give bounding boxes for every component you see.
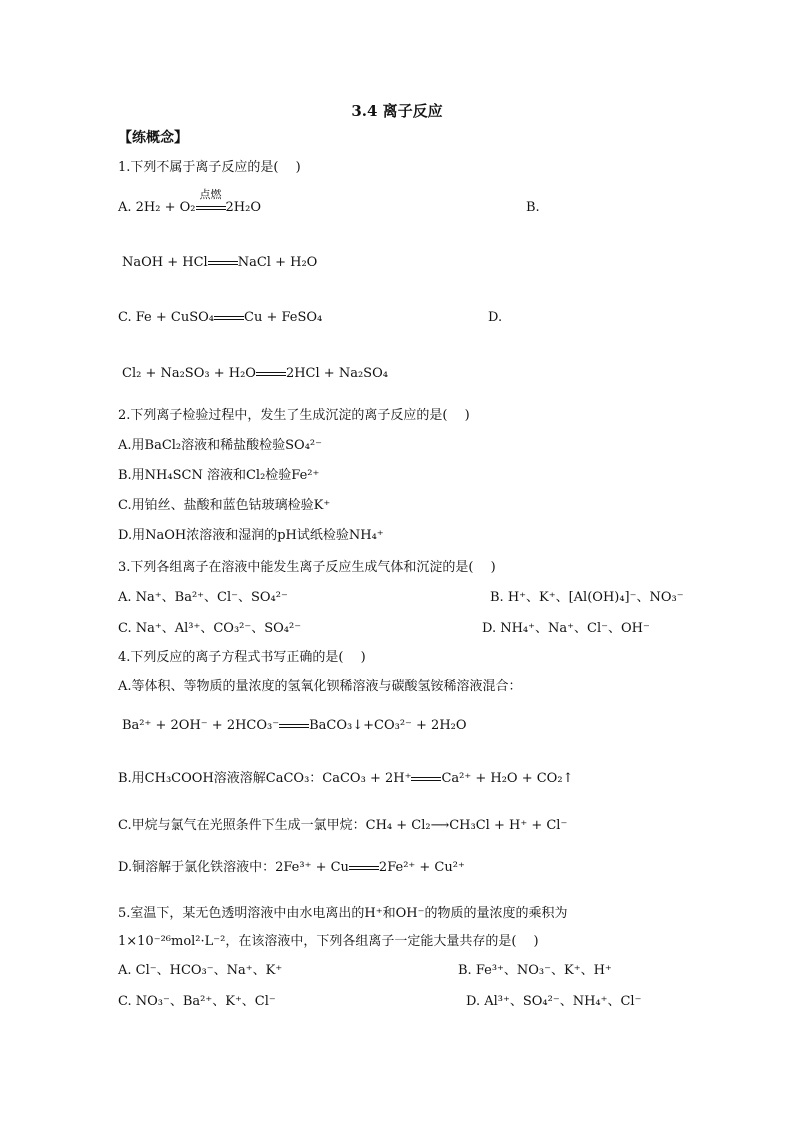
equals-sign-icon <box>279 724 309 728</box>
q2-option-a[interactable]: A.用BaCl₂溶液和稀盐酸检验SO₄²⁻ <box>118 438 322 453</box>
q1-c-label: C. <box>118 310 136 325</box>
q1-a-condition: 点燃 <box>199 188 222 201</box>
q2-stem: 2.下列离子检验过程中，发生了生成沉淀的离子反应的是( ) <box>118 408 470 423</box>
equals-sign-icon <box>256 372 286 376</box>
q3-option-d[interactable]: D. NH₄⁺、Na⁺、Cl⁻、OH⁻ <box>482 621 650 636</box>
q2-option-d[interactable]: D.用NaOH浓溶液和湿润的pH试纸检验NH₄⁺ <box>118 528 384 543</box>
q4-c-right: CH₃Cl + H⁺ + Cl⁻ <box>449 818 568 833</box>
q4-a-left: Ba²⁺ + 2OH⁻ + 2HCO₃⁻ <box>122 718 280 733</box>
q1-b-label[interactable]: B. <box>526 200 540 215</box>
q3-stem: 3.下列各组离子在溶液中能发生离子反应生成气体和沉淀的是( ) <box>118 560 496 575</box>
equals-sign-icon <box>196 206 226 210</box>
q4-c-text: C.甲烷与氯气在光照条件下生成一氯甲烷：CH₄ + Cl₂ <box>118 818 431 833</box>
q1-a-condition-sign <box>196 188 226 216</box>
q3-option-a[interactable]: A. Na⁺、Ba²⁺、Cl⁻、SO₄²⁻ <box>118 590 288 605</box>
q1-d-right: 2HCl + Na₂SO₄ <box>285 366 388 381</box>
q1-stem: 1.下列不属于离子反应的是( ) <box>118 160 301 175</box>
q1-option-a[interactable] <box>118 188 261 216</box>
section-heading: 【练概念】 <box>118 130 188 146</box>
q1-b-right: NaCl + H₂O <box>237 255 318 270</box>
q5-option-a[interactable]: A. Cl⁻、HCO₃⁻、Na⁺、K⁺ <box>118 963 283 978</box>
equals-sign-icon <box>208 261 238 265</box>
q5-stem-line1: 5.室温下，某无色透明溶液中由水电离出的H⁺和OH⁻的物质的量浓度的乘积为 <box>118 906 568 921</box>
q4-option-d[interactable] <box>118 860 465 876</box>
q1-b-left: NaOH + HCl <box>122 255 208 270</box>
q1-c-right: Cu + FeSO₄ <box>244 310 323 325</box>
q1-d-label[interactable]: D. <box>488 310 503 325</box>
q5-option-c[interactable]: C. NO₃⁻、Ba²⁺、K⁺、Cl⁻ <box>118 994 276 1009</box>
q5-stem-line2: 1×10⁻²⁶mol²·L⁻²，在该溶液中，下列各组离子一定能大量共存的是( ) <box>118 934 539 949</box>
q1-option-b <box>122 255 317 271</box>
q4-b-right: Ca²⁺ + H₂O + CO₂↑ <box>441 771 574 786</box>
q4-d-right: 2Fe²⁺ + Cu²⁺ <box>378 860 465 875</box>
q4-option-c[interactable] <box>118 818 567 834</box>
equals-sign-icon <box>411 777 441 781</box>
q4-stem: 4.下列反应的离子方程式书写正确的是( ) <box>118 650 366 665</box>
q1-option-d <box>122 366 388 382</box>
equals-sign-icon <box>349 866 379 870</box>
q4-option-a[interactable]: A.等体积、等物质的量浓度的氢氧化钡稀溶液与碳酸氢铵稀溶液混合： <box>118 679 522 694</box>
q1-option-c[interactable] <box>118 310 322 326</box>
q2-option-c[interactable]: C.用铂丝、盐酸和蓝色钴玻璃检验K⁺ <box>118 498 331 513</box>
q4-a-equation <box>122 718 467 734</box>
q1-c-left: Fe + CuSO₄ <box>135 310 215 325</box>
q4-option-b[interactable] <box>118 771 573 787</box>
q3-option-c[interactable]: C. Na⁺、Al³⁺、CO₃²⁻、SO₄²⁻ <box>118 621 302 636</box>
page-title: 3.4 离子反应 <box>351 102 443 120</box>
q1-a-right: 2H₂O <box>225 200 261 215</box>
q1-d-left: Cl₂ + Na₂SO₃ + H₂O <box>122 366 256 381</box>
q1-a-left: 2H₂ + O₂ <box>135 200 196 215</box>
q5-option-b[interactable]: B. Fe³⁺、NO₃⁻、K⁺、H⁺ <box>458 963 612 978</box>
q4-b-text: B.用CH₃COOH溶液溶解CaCO₃：CaCO₃ + 2H⁺ <box>118 771 412 786</box>
equals-sign-icon <box>214 316 244 320</box>
q5-option-d[interactable]: D. Al³⁺、SO₄²⁻、NH₄⁺、Cl⁻ <box>466 994 642 1009</box>
long-right-arrow-icon: ⟶ <box>430 818 450 833</box>
q1-a-label: A. <box>118 200 136 215</box>
q4-a-right: BaCO₃↓+CO₃²⁻ + 2H₂O <box>309 718 467 733</box>
q3-option-b[interactable]: B. H⁺、K⁺、[Al(OH)₄]⁻、NO₃⁻ <box>490 590 684 605</box>
q4-d-text: D.铜溶解于氯化铁溶液中：2Fe³⁺ + Cu <box>118 860 349 875</box>
q2-option-b[interactable]: B.用NH₄SCN 溶液和Cl₂检验Fe²⁺ <box>118 468 320 483</box>
